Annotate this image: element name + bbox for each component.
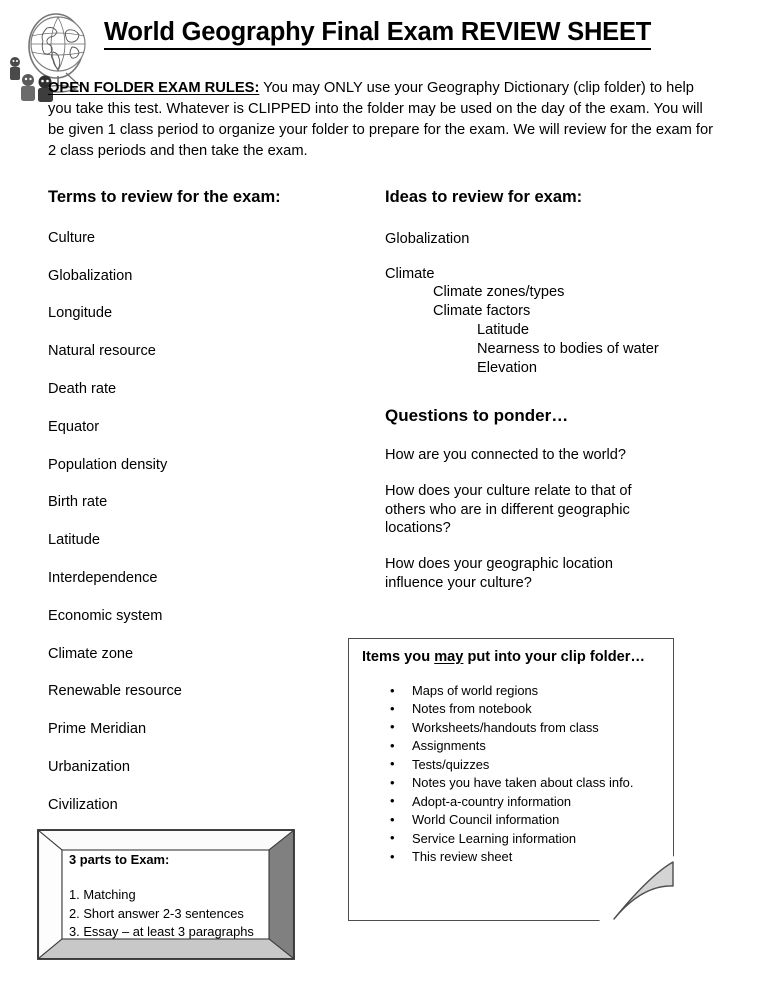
list-item: • Notes from notebook (412, 700, 633, 718)
list-item: Culture (48, 229, 96, 246)
title-part-before: Items you (362, 649, 435, 665)
list-item: Urbanization (48, 758, 130, 775)
questions-list (385, 446, 695, 593)
terms-list (48, 230, 368, 852)
exam-rules-paragraph (48, 78, 716, 162)
list-item: Climate zone (48, 645, 134, 662)
list-item: • Notes you have taken about class info. (412, 774, 633, 792)
exam-parts-list (69, 886, 254, 942)
idea-line: Climate (385, 265, 435, 282)
clip-folder-items-list (386, 682, 633, 867)
ideas-tree (385, 230, 695, 378)
ideas-heading: Ideas to review for exam: (385, 188, 583, 206)
list-item: Latitude (48, 532, 100, 549)
list-item: 2. Short answer 2-3 sentences (69, 905, 244, 921)
page-title: World Geography Final Exam REVIEW SHEET (104, 18, 651, 50)
question-item: How does your geographic location influence your culture? (385, 556, 613, 591)
question-item: How does your culture relate to that of others who are in different geographic locations? (385, 482, 632, 537)
terms-heading: Terms to review for the exam: (48, 188, 281, 206)
list-item: • Worksheets/handouts from class (412, 719, 633, 737)
list-item: • Service Learning information (412, 830, 633, 848)
list-item: Interdependence (48, 569, 158, 586)
list-item: • Tests/quizzes (412, 756, 633, 774)
list-item: 1. Matching (69, 887, 136, 902)
list-item: Equator (48, 418, 100, 435)
exam-rules-label: OPEN FOLDER EXAM RULES: (48, 80, 260, 96)
idea-line: Nearness to bodies of water (477, 340, 659, 357)
list-item: • This review sheet (412, 848, 633, 866)
list-item: • Adopt-a-country information (412, 793, 633, 811)
list-item: Population density (48, 456, 168, 473)
list-item: Natural resource (48, 343, 156, 360)
list-item: Civilization (48, 796, 118, 813)
list-item: Birth rate (48, 494, 108, 511)
list-item: 3. Essay – at least 3 paragraphs (69, 924, 254, 940)
list-item: • Maps of world regions (412, 682, 633, 700)
idea-line: Latitude (477, 322, 529, 339)
list-item: Death rate (48, 380, 117, 397)
title-part-emphasis: may (434, 649, 464, 665)
exam-parts-box (37, 829, 295, 960)
idea-line: Globalization (385, 230, 470, 247)
idea-line: Climate zones/types (433, 284, 565, 301)
list-item: Economic system (48, 607, 163, 624)
exam-parts-title: 3 parts to Exam: (69, 852, 170, 867)
list-item: • World Council information (412, 811, 633, 829)
idea-spacer (385, 249, 695, 265)
terms-column (48, 188, 368, 872)
title-part-after: put into your clip folder… (463, 649, 646, 665)
list-item: Renewable resource (48, 683, 182, 700)
idea-line: Climate factors (433, 303, 531, 320)
list-item: Prime Meridian (48, 721, 147, 738)
exam-parts-inner-panel (62, 850, 270, 939)
idea-line: Elevation (477, 359, 538, 376)
ideas-column (385, 188, 695, 610)
list-item: Globalization (48, 267, 133, 284)
list-item: Longitude (48, 305, 113, 322)
clip-folder-note-title (362, 648, 645, 667)
list-item: • Assignments (412, 737, 633, 755)
questions-heading: Questions to ponder… (385, 406, 569, 426)
document-header (0, 0, 768, 170)
clip-folder-note-box (348, 638, 674, 921)
exam-rules-text: You may ONLY use your Geography Dictionary (clip folder) to help you take this test. Whatever is CLIPPED into the folder may be used on the day of the exam. You will be given 1 class period to organize your folder to prepare for the exam. We will review for the exam for 2 class periods and then take the exam. (48, 80, 714, 160)
question-item: How are you connected to the world? (385, 446, 626, 463)
